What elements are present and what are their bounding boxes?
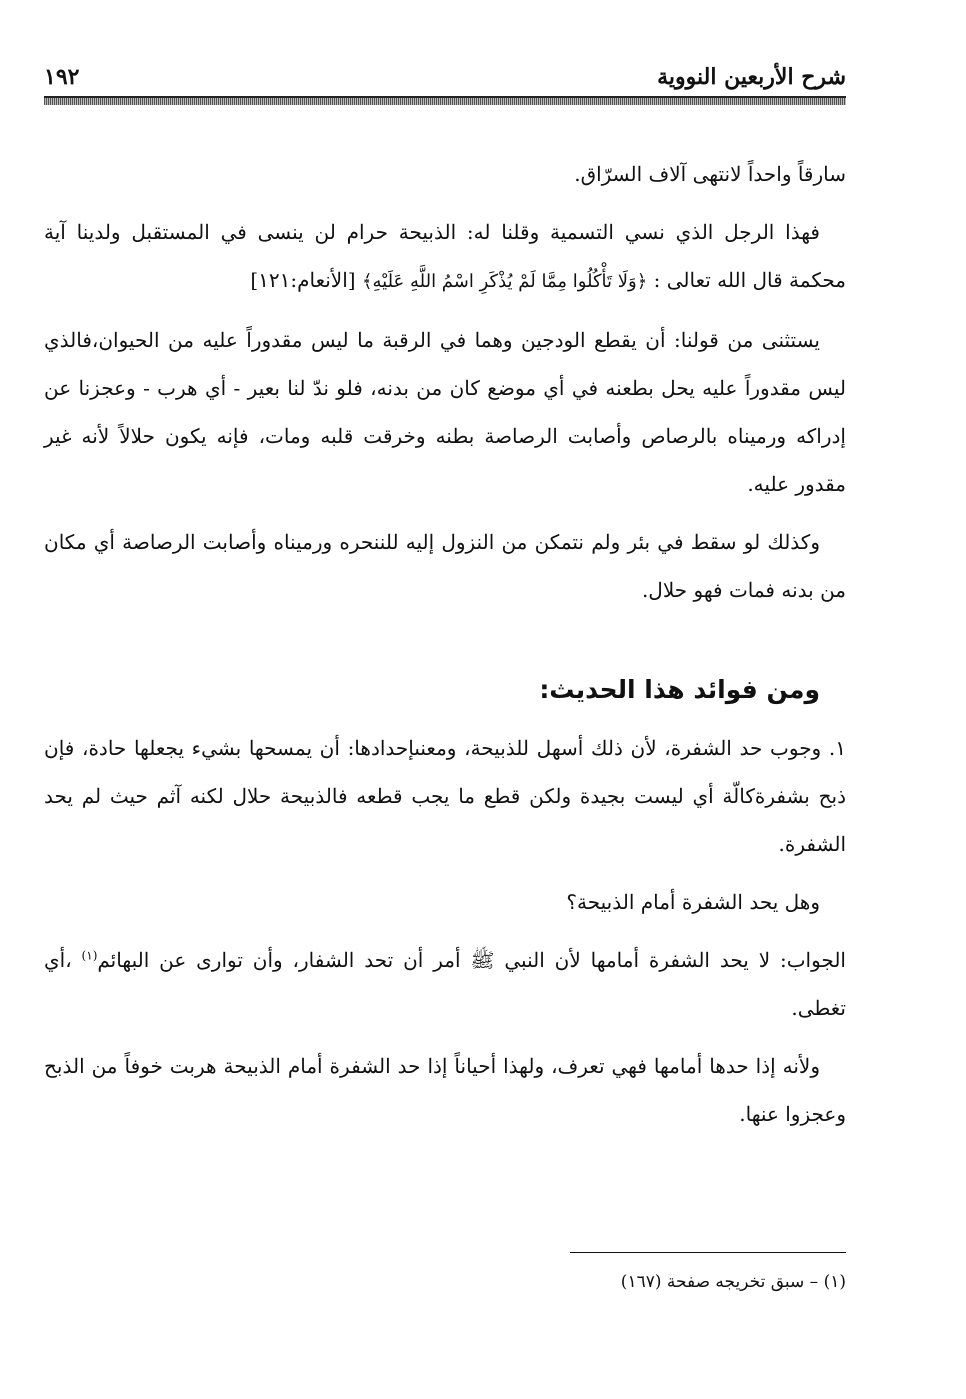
- paragraph: سارقاً واحداً لانتهى آلاف السرّاق.: [574, 162, 846, 186]
- section-heading: ومن فوائد هذا الحديث:: [539, 675, 820, 704]
- running-title: شرح الأربعين النووية: [657, 64, 846, 90]
- footnote: (١) – سبق تخريجه صفحة (١٦٧): [620, 1272, 846, 1292]
- page-number: ١٩٢: [44, 64, 80, 90]
- paragraph-with-note: [44, 936, 846, 1032]
- page-header: [44, 62, 846, 98]
- paragraph: ولأنه إذا حدها أمامها فهي تعرف، ولهذا أحياناً إذا حد الشفرة أمام الذبيحة هربت خوفاً من الذبح وعجزوا عنها.: [44, 1054, 846, 1126]
- paragraph-text: الجواب: لا يحد الشفرة أمامها لأن النبي ﷺ أمر أن تحد الشفار، وأن توارى عن البهائم: [97, 948, 846, 972]
- quran-verse: ﴿وَلَا تَأْكُلُوا مِمَّا لَمْ يُذْكَرِ اسْمُ اللَّهِ عَلَيْهِ﴾: [361, 271, 648, 292]
- header-rule: [44, 96, 846, 105]
- paragraph: وهل يحد الشفرة أمام الذبيحة؟: [566, 890, 820, 914]
- page-body: [44, 150, 846, 1148]
- list-item: ١. وجوب حد الشفرة، لأن ذلك أسهل للذبيحة، ومعنىإحدادها: أن يمسحها بشيء يجعلها حادة، فإن ذبح بشفرةكالّة أي ليست بجيدة ولكن قطع ما يجب قطعه فالذبيحة حلال لكنه آثم حيث لم يحد الشفرة.: [44, 736, 846, 856]
- book-page: [44, 0, 846, 1399]
- paragraph: وكذلك لو سقط في بئر ولم نتمكن من النزول إليه للننحره ورميناه وأصابت الرصاصة أي مكان من بدنه فمات فهو حلال.: [44, 530, 846, 602]
- paragraph-text: ،أي تغطى.: [44, 948, 846, 1020]
- verse-reference: [الأنعام:١٢١]: [250, 268, 356, 292]
- paragraph-text: فهذا الرجل الذي نسي التسمية وقلنا له: الذبيحة حرام لن ينسى في المستقبل ولدينا آية محكمة قال الله تعالى :: [44, 220, 846, 292]
- footnote-rule: [570, 1252, 846, 1253]
- paragraph-verse: [44, 208, 846, 306]
- paragraph: يستثنى من قولنا: أن يقطع الودجين وهما في الرقبة ما ليس مقدوراً عليه من الحيوان،فالذي ليس مقدوراً عليه يحل بطعنه في أي موضع كان من بدنه، فلو ندّ لنا بعير - أي هرب - وعجزنا عن إدراكه ورميناه بالرصاص وأصابت الرصاصة بطنه وخرقت قلبه ومات، فإنه يكون حلالاً لأنه غير مقدور عليه.: [44, 328, 846, 496]
- footnote-reference: (١): [81, 948, 98, 963]
